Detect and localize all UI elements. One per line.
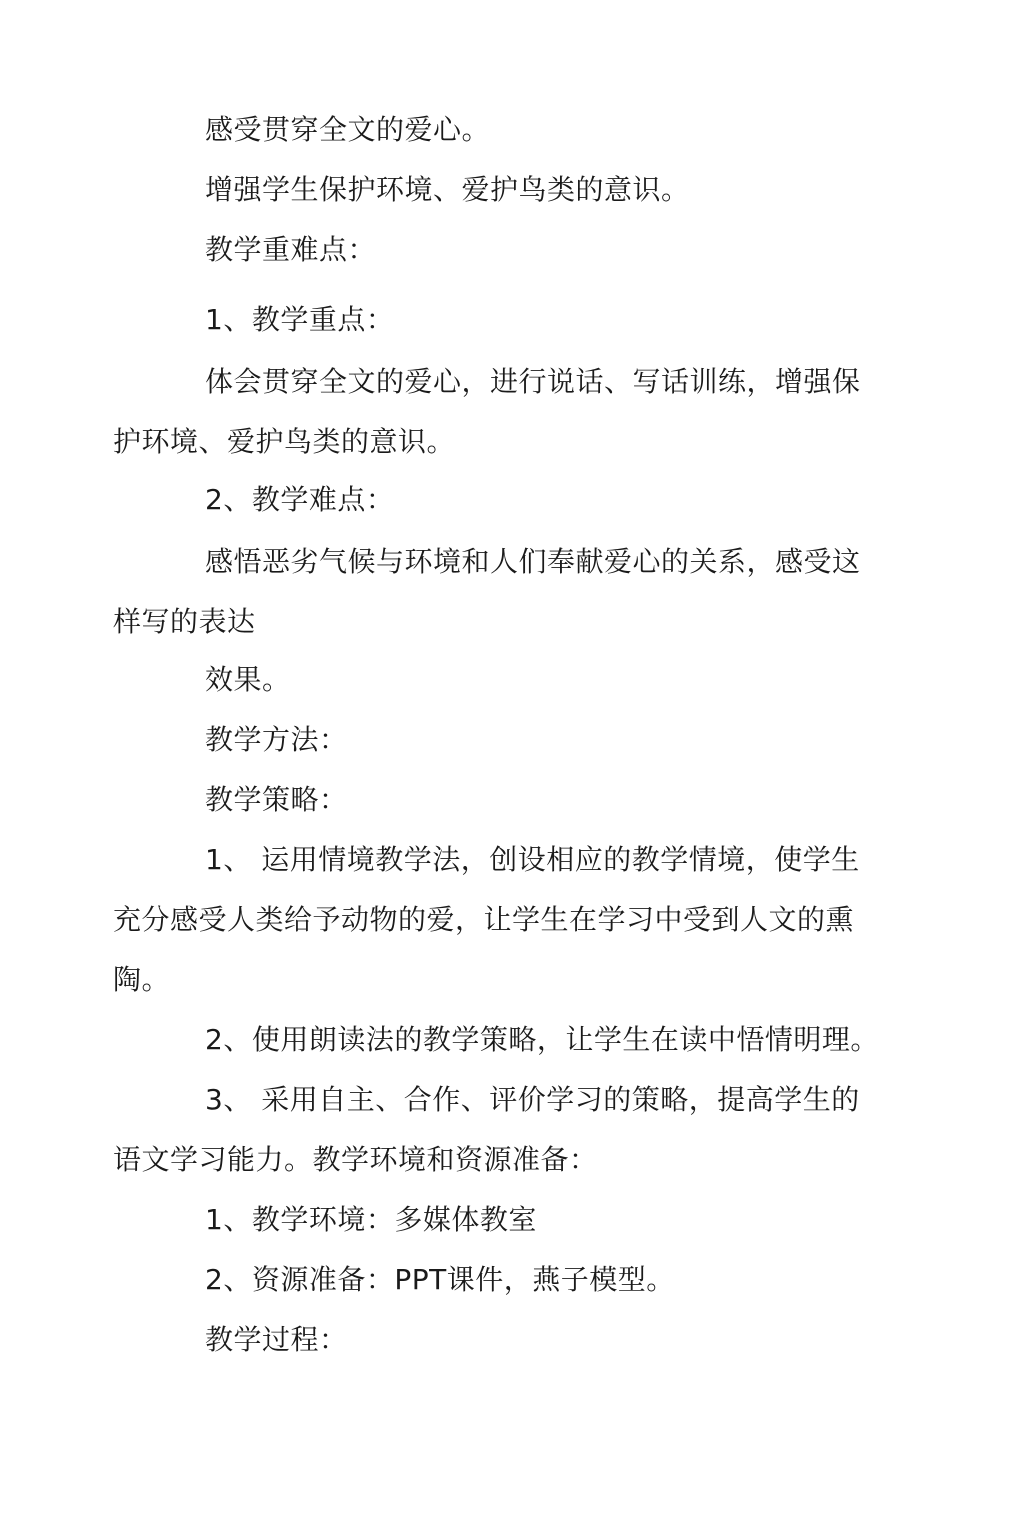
- section-heading: 教学过程：: [205, 1323, 348, 1356]
- section-heading: 教学方法：: [205, 723, 348, 756]
- paragraph-line: 护环境、爱护鸟类的意识。: [113, 425, 456, 458]
- list-item-line: 充分感受人类给予动物的爱，让学生在学习中受到人文的熏: [113, 903, 855, 936]
- paragraph-line: 感悟恶劣气候与环境和人们奉献爱心的关系，感受这: [205, 545, 861, 578]
- paragraph-line: 效果。: [205, 663, 291, 696]
- list-item-line: 3、 采用自主、合作、评价学习的策略，提高学生的: [205, 1083, 860, 1116]
- list-item-line: 陶。: [113, 963, 171, 996]
- list-item-line: 1、 运用情境教学法，创设相应的教学情境，使学生: [205, 843, 860, 876]
- list-item-line: 2、使用朗读法的教学策略，让学生在读中悟情明理。: [205, 1023, 879, 1056]
- subsection-heading: 2、教学难点：: [205, 483, 395, 516]
- section-heading: 教学重难点：: [205, 233, 377, 266]
- paragraph-line: 样写的表达: [113, 605, 256, 638]
- list-item-line: 2、资源准备：PPT课件，燕子模型。: [205, 1263, 675, 1296]
- list-item-line: 语文学习能力。教学环境和资源准备：: [113, 1143, 598, 1176]
- paragraph-line: 增强学生保护环境、爱护鸟类的意识。: [205, 173, 690, 206]
- paragraph-line: 体会贯穿全文的爱心，进行说话、写话训练，增强保: [205, 365, 861, 398]
- paragraph-line: 感受贯穿全文的爱心。: [205, 113, 491, 146]
- list-item-line: 1、教学环境：多媒体教室: [205, 1203, 537, 1236]
- subsection-heading: 1、教学重点：: [205, 303, 395, 336]
- section-heading: 教学策略：: [205, 783, 348, 816]
